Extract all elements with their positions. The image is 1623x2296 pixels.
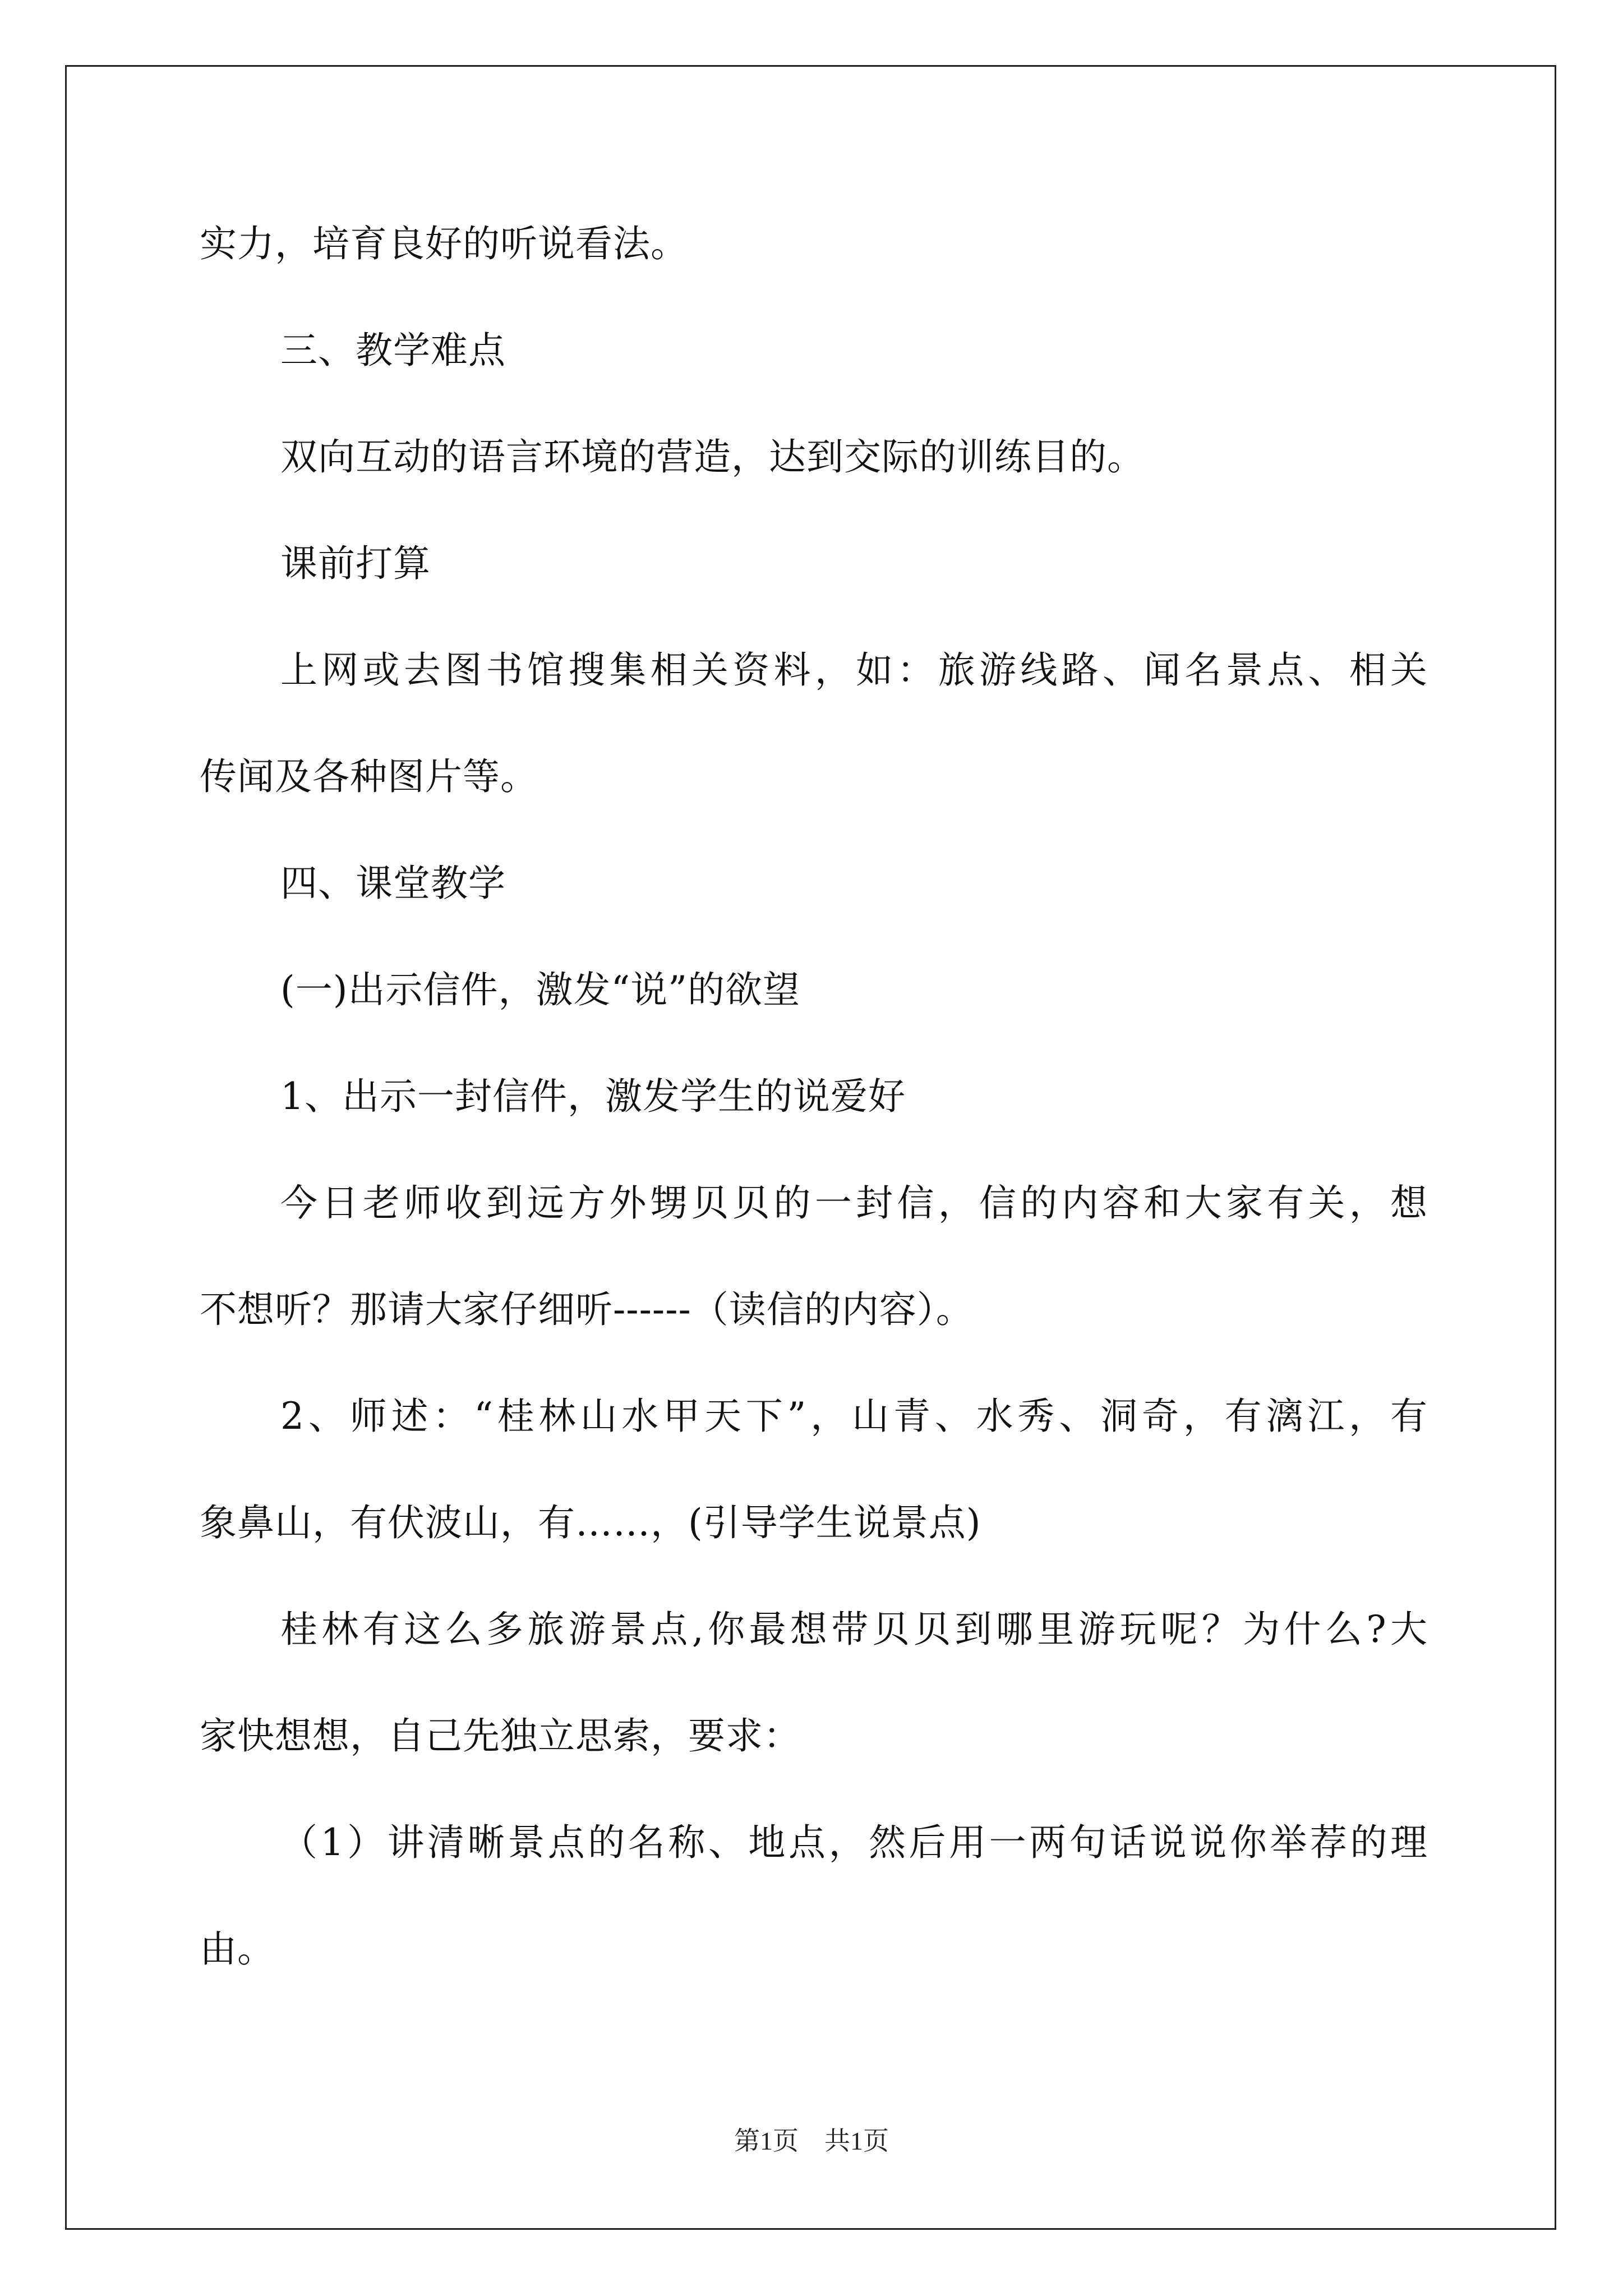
- text-line-15: 家快想想，自己先独立思索，要求：: [200, 1714, 801, 1757]
- text-line-12: 2、师述：“桂林山水甲天下”，山青、水秀、洞奇，有漓江，有: [280, 1395, 1428, 1438]
- text-line-3: 双向互动的语言环境的营造，达到交际的训练目的。: [280, 435, 1145, 478]
- text-line-10: 今日老师收到远方外甥贝贝的一封信，信的内容和大家有关，想: [280, 1181, 1428, 1225]
- text-line-9: 1、出示一封信件，激发学生的说爱好: [280, 1075, 906, 1118]
- text-line-17: 由。: [200, 1927, 275, 1971]
- page-border: [65, 65, 1556, 2230]
- text-line-11: 不想听？那请大家仔细听------（读信的内容）。: [200, 1288, 974, 1331]
- text-line-6: 传闻及各种图片等。: [200, 755, 538, 798]
- text-line-13: 象鼻山，有伏波山，有……，(引导学生说景点): [200, 1501, 981, 1544]
- text-line-16: （1）讲清晰景点的名称、地点，然后用一两句话说说你举荐的理: [280, 1821, 1428, 1864]
- text-line-5: 上网或去图书馆搜集相关资料，如：旅游线路、闻名景点、相关: [280, 648, 1428, 692]
- section-heading-preparation: 课前打算: [280, 542, 431, 585]
- section-heading-classroom: 四、课堂教学: [280, 862, 506, 905]
- section-heading-teaching-difficulty: 三、教学难点: [280, 329, 506, 372]
- text-line-1: 实力，培育良好的听说看法。: [200, 222, 688, 265]
- text-line-14: 桂林有这么多旅游景点,你最想带贝贝到哪里游玩呢？为什么?大: [280, 1608, 1428, 1651]
- page-footer: 第1页 共1页: [734, 2127, 889, 2155]
- subheading-show-letter: (一)出示信件，激发“说”的欲望: [280, 968, 800, 1011]
